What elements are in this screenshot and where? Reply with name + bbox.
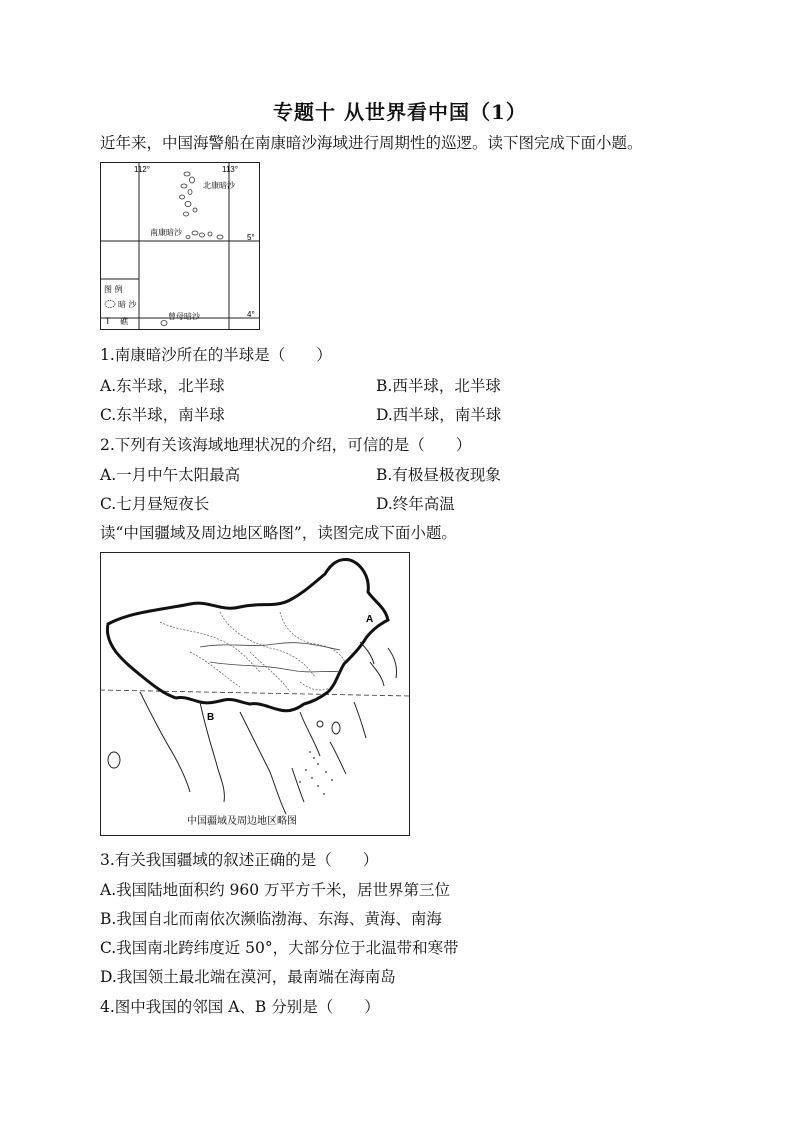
q1-option-c: C.东半球，南半球 bbox=[100, 406, 225, 424]
q2-option-a: A.一月中午太阳最高 bbox=[100, 466, 241, 484]
label-b: B bbox=[207, 712, 215, 723]
legend-reef-label: 礁 bbox=[120, 317, 128, 326]
q2-option-d: D.终年高温 bbox=[376, 495, 455, 513]
map2-caption: 中国疆域及周边地区略图 bbox=[187, 816, 297, 827]
q1-option-b: B.西半球，北半球 bbox=[376, 377, 501, 395]
q3-stem: 3.有关我国疆域的叙述正确的是（ ） bbox=[100, 851, 379, 869]
q1-option-a: A.东半球，北半球 bbox=[100, 377, 225, 395]
q3-option-d: D.我国领土最北端在漠河，最南端在海南岛 bbox=[100, 968, 396, 986]
q4-stem: 4.图中我国的邻国 A、B 分别是（ ） bbox=[100, 998, 380, 1016]
lat-4-label: 4° bbox=[247, 310, 255, 319]
q3-option-c: C.我国南北跨纬度近 50°，大部分位于北温带和寒带 bbox=[100, 939, 459, 957]
label-a: A bbox=[366, 614, 374, 625]
q3-option-b: B.我国自北而南依次濒临渤海、东海、黄海、南海 bbox=[100, 910, 442, 928]
china-territory-map bbox=[100, 552, 410, 836]
q2-option-c: C.七月昼短夜长 bbox=[100, 495, 210, 513]
legend-shoal-label: 暗 沙 bbox=[118, 300, 137, 309]
nankang-label: 南康暗沙 bbox=[150, 228, 182, 237]
q3-option-a: A.我国陆地面积约 960 万平方千米，居世界第三位 bbox=[100, 881, 451, 899]
legend-title: 图 例 bbox=[104, 285, 123, 294]
q1-stem: 1.南康暗沙所在的半球是（ ） bbox=[100, 346, 332, 364]
zengmu-label: 曾母暗沙 bbox=[168, 312, 200, 321]
lon-113-label: 113° bbox=[222, 165, 238, 174]
q2-stem: 2.下列有关该海域地理状况的介绍，可信的是（ ） bbox=[100, 436, 472, 454]
q1-option-d: D.西半球，南半球 bbox=[376, 406, 502, 424]
lat-5-label: 5° bbox=[247, 233, 255, 242]
north-kang-label: 北康暗沙 bbox=[203, 181, 235, 190]
page-title: 专题十 从世界看中国（1） bbox=[273, 100, 527, 124]
shoal-map bbox=[100, 162, 260, 330]
intro-text-2: 读“中国疆域及周边地区略图”，读图完成下面小题。 bbox=[100, 524, 457, 542]
lon-112-label: 112° bbox=[134, 165, 150, 174]
q2-option-b: B.有极昼极夜现象 bbox=[376, 466, 501, 484]
intro-text-1: 近年来，中国海警船在南康暗沙海域进行周期性的巡逻。读下图完成下面小题。 bbox=[100, 134, 643, 152]
reef-legend-icon: T bbox=[105, 316, 111, 326]
